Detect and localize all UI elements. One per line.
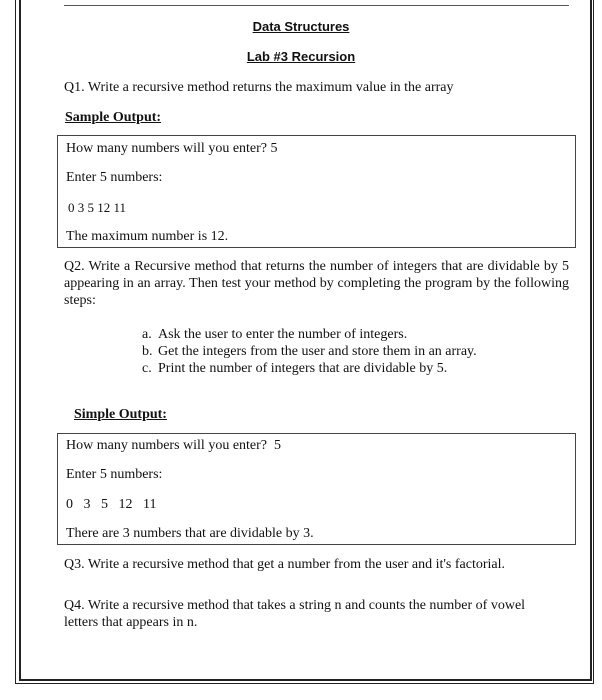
q2-step-text: Print the number of integers that are dividable by 5. — [158, 361, 448, 376]
q2-output-line: There are 3 numbers that are dividable by 3. — [66, 526, 314, 541]
q2-step — [142, 343, 477, 360]
q1-output-heading: Sample Output: — [65, 110, 162, 125]
q2-step — [142, 326, 477, 343]
q2-step-text: Ask the user to enter the number of integers. — [158, 327, 408, 342]
q1-output-line: The maximum number is 12. — [66, 229, 229, 244]
top-rule — [64, 5, 569, 6]
q2-output-heading: Simple Output: — [74, 407, 167, 422]
q2-step-label: b. — [142, 344, 153, 359]
q2-output-line: 0 3 5 12 11 — [66, 497, 157, 512]
q2-step-label: a. — [142, 327, 152, 342]
q1-output-line: Enter 5 numbers: — [66, 170, 163, 185]
q2-step — [142, 360, 477, 377]
q1-output-line: 0 3 5 12 11 — [68, 200, 127, 215]
q2-output-line: Enter 5 numbers: — [66, 467, 163, 482]
q4-question: Q4. Write a recursive method that takes a string n and counts the number of vowel letters that appears in n. — [64, 598, 526, 630]
course-title: Data Structures — [252, 19, 350, 34]
lab-title: Lab #3 Recursion — [246, 49, 356, 64]
q2-question: Q2. Write a Recursive method that returns the number of integers that are dividable by 5 appearing in an array. Then test your method by completing the program by the following steps: — [64, 259, 569, 308]
q2-step-label: c. — [142, 361, 152, 376]
q2-step-text: Get the integers from the user and store them in an array. — [158, 344, 477, 359]
q2-steps-list — [142, 326, 477, 377]
q3-question: Q3. Write a recursive method that get a number from the user and it's factorial. — [64, 557, 505, 572]
q2-output-line: How many numbers will you enter? 5 — [66, 438, 282, 453]
q1-output-line: How many numbers will you enter? 5 — [66, 141, 278, 156]
q1-question: Q1. Write a recursive method returns the maximum value in the array — [64, 80, 454, 95]
